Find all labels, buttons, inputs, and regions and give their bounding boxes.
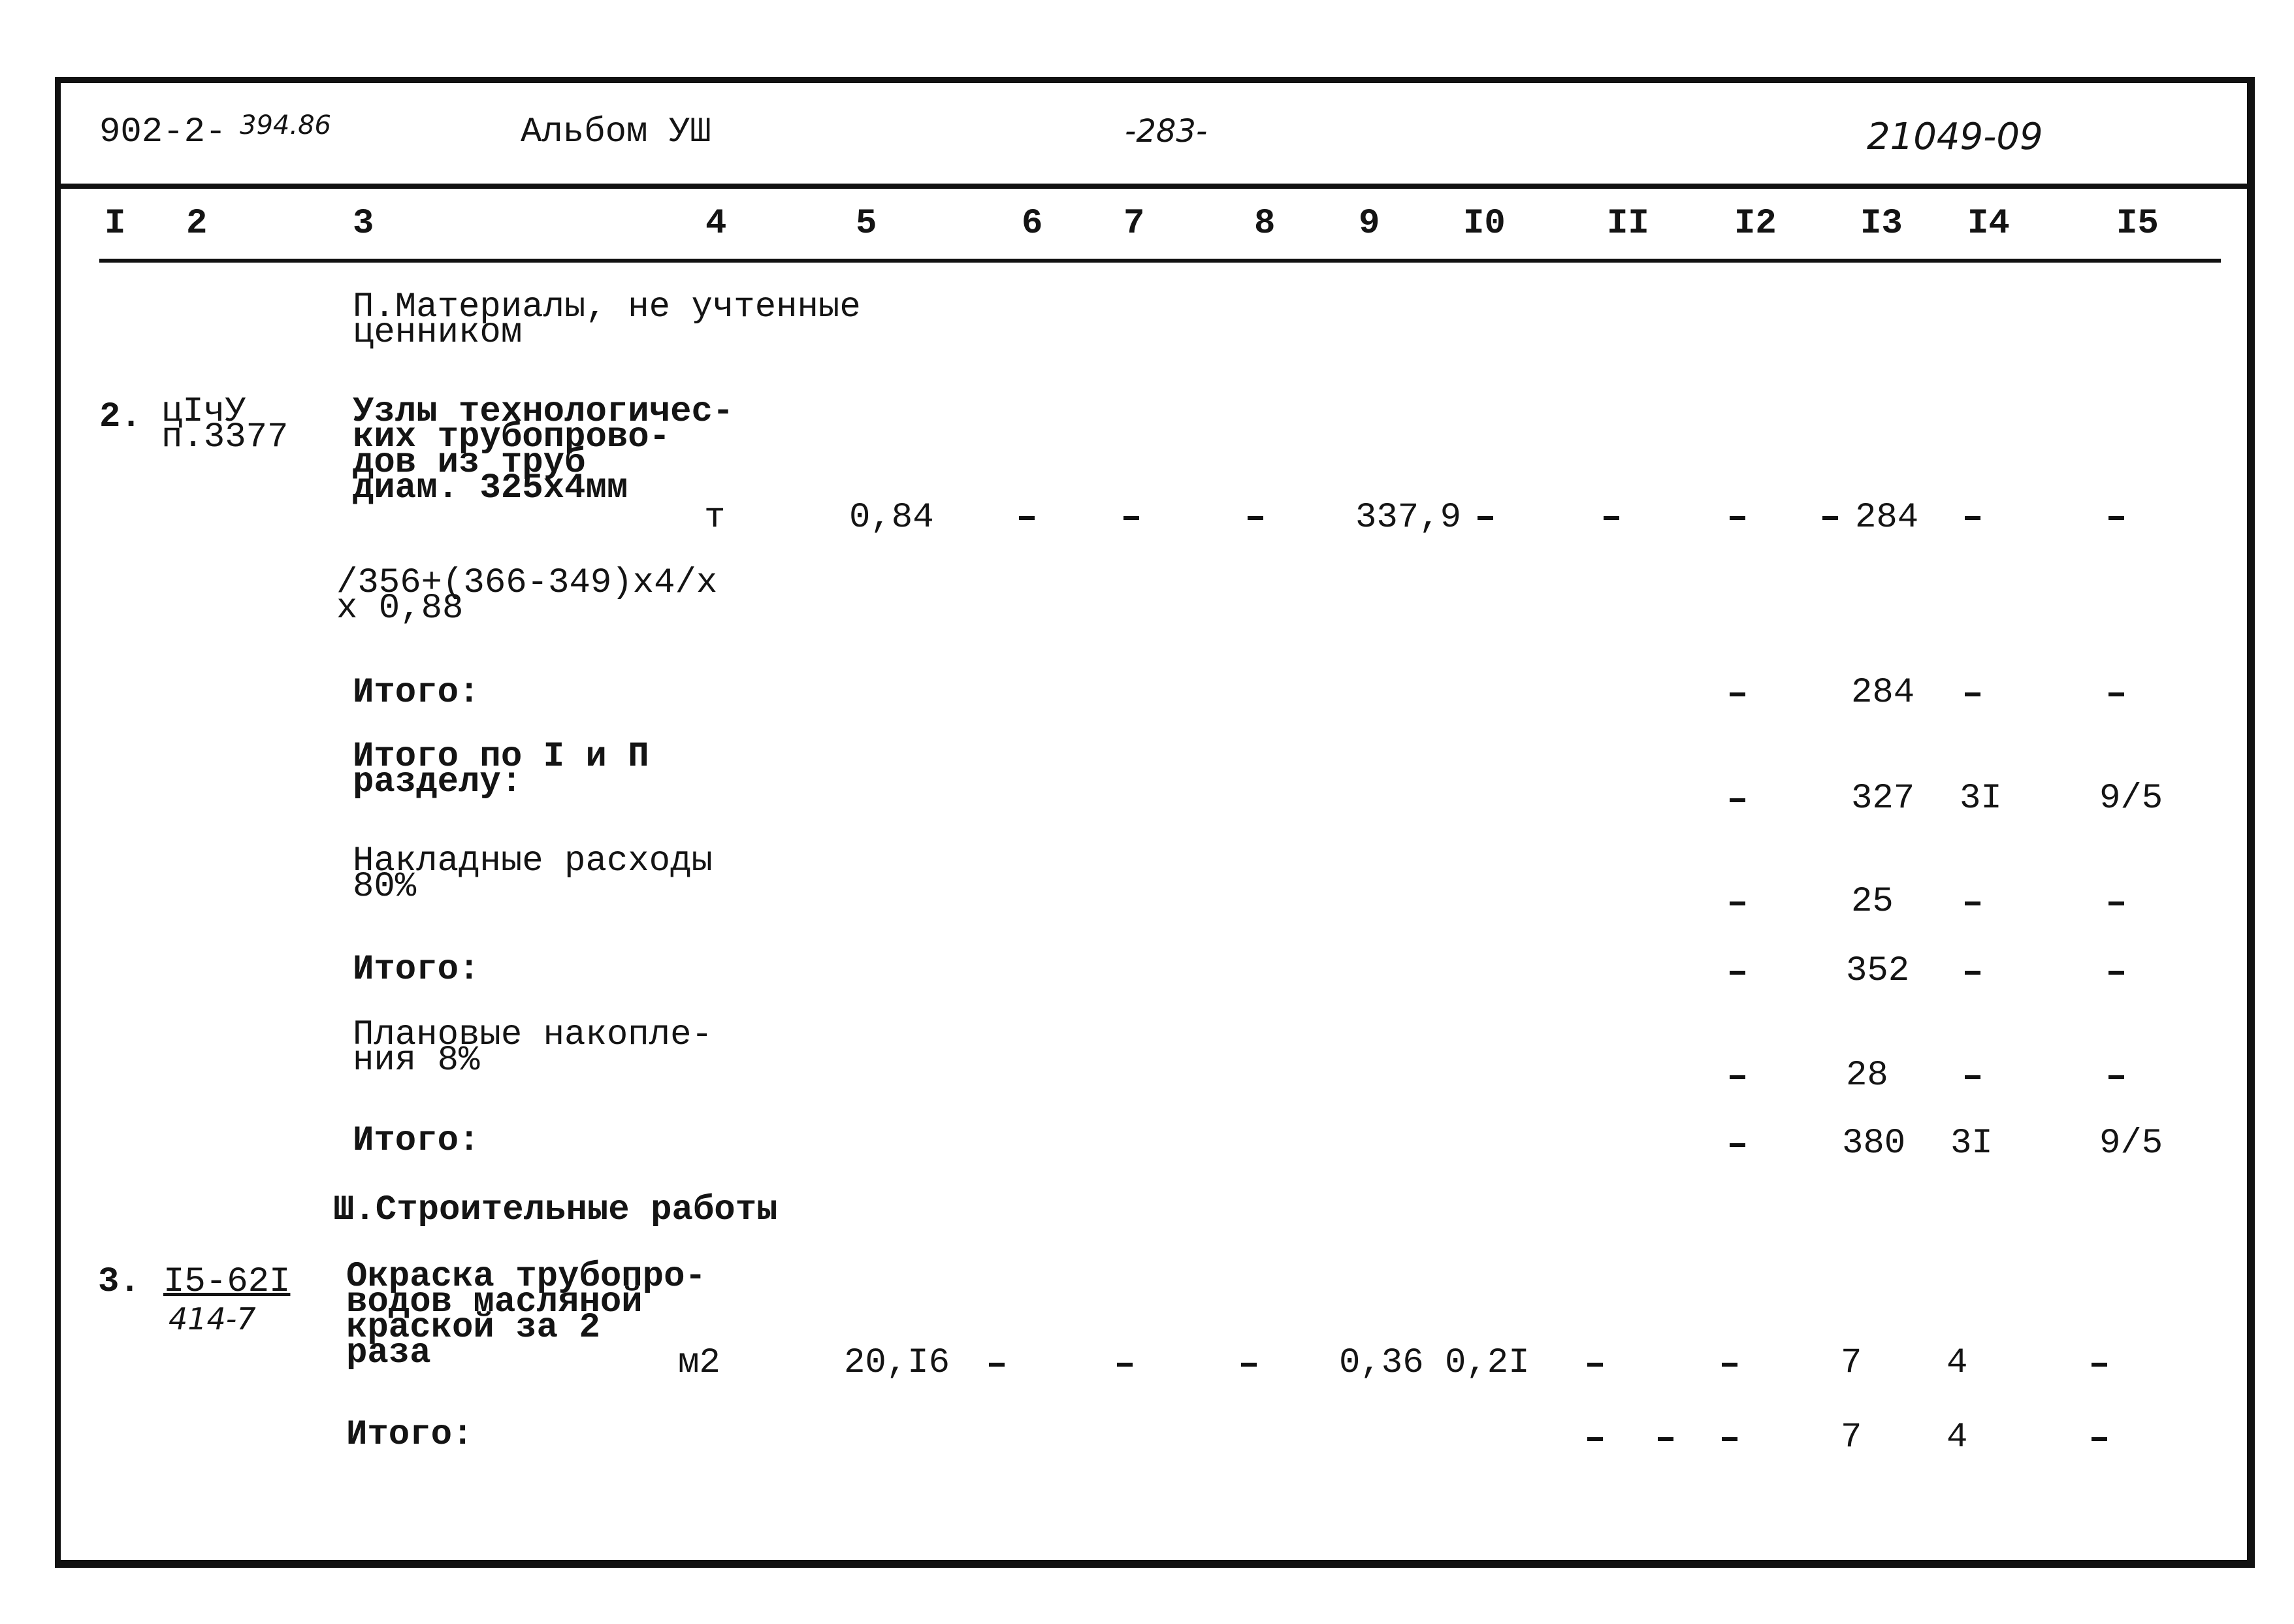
total-3-col13: 380 [1842, 1124, 1906, 1163]
overhead-col14-dash [1965, 901, 1980, 905]
total-sections-label: Итого по I и П разделу: [353, 737, 649, 802]
row3-col8-dash [1241, 1363, 1257, 1367]
overhead-label: Накладные расходы 80% [353, 841, 713, 907]
total-1-label: Итого: [353, 673, 480, 713]
row3-col9: 0,36 [1339, 1343, 1424, 1383]
row2-col14-dash [1965, 516, 1980, 520]
total-2-col15-dash [2108, 971, 2124, 975]
total-1-col14-dash [1965, 692, 1980, 696]
row2-col15-dash [2108, 516, 2124, 520]
planned-col15-dash [2108, 1075, 2124, 1079]
row2-qty: 0,84 [849, 498, 934, 538]
row3-qty: 20,I6 [844, 1343, 950, 1383]
row2-col13: 284 [1855, 498, 1919, 538]
row2-code: цIчУ п.3377 [161, 392, 289, 457]
col-header-9: 9 [1359, 204, 1380, 244]
total-4-col14: 4 [1947, 1418, 1968, 1457]
row3-col7-dash [1117, 1363, 1133, 1367]
row2-col8-dash [1248, 516, 1263, 520]
total-4-col11-dash-b [1658, 1437, 1673, 1441]
row2-col13-dash [1822, 516, 1838, 520]
page-number: -283- [1125, 113, 1208, 150]
total-2-col12-dash [1730, 971, 1745, 975]
row3-name: Окраска трубопро- водов масляной краской за 2 раза [346, 1257, 706, 1373]
total-4-col12-dash [1722, 1437, 1737, 1441]
total-1-col13: 284 [1851, 673, 1915, 713]
total-sections-col12-dash [1730, 798, 1745, 802]
planned-label: Плановые накопле- ния 8% [353, 1015, 713, 1080]
row3-unit: м2 [678, 1343, 720, 1383]
total-3-col14: 3I [1950, 1124, 1993, 1163]
row2-col10-dash [1478, 516, 1493, 520]
album-title: Альбом УШ [521, 112, 711, 152]
col-header-3: 3 [353, 204, 374, 244]
row2-price-formula: /356+(366-349)x4/x x 0,88 [336, 563, 718, 628]
total-3-col12-dash [1730, 1143, 1745, 1147]
section-materials-heading: П.Материалы, не учтенные ценником [353, 287, 861, 353]
doc-code-handwritten: 394.86 [240, 110, 331, 140]
row2-col6-dash [1019, 516, 1035, 520]
column-header-rule [99, 259, 2221, 263]
col-header-15: I5 [2116, 204, 2159, 244]
row3-number: 3. [98, 1262, 140, 1302]
col-header-5: 5 [856, 204, 877, 244]
overhead-col12-dash [1730, 901, 1745, 905]
total-sections-col14: 3I [1960, 779, 2002, 819]
col-header-8: 8 [1254, 204, 1276, 244]
col-header-14: I4 [1967, 204, 2010, 244]
col-header-4: 4 [705, 204, 727, 244]
total-4-col13: 7 [1841, 1418, 1862, 1457]
row3-col10: 0,2I [1445, 1343, 1530, 1383]
row3-col13: 7 [1841, 1343, 1862, 1383]
total-2-label: Итого: [353, 950, 480, 990]
total-4-col15-dash [2092, 1437, 2107, 1441]
row2-col7-dash [1123, 516, 1139, 520]
row2-name: Узлы технологичес- ких трубопрово- дов из труб диам. 325х4мм [353, 392, 734, 508]
row2-col12-dash [1730, 516, 1745, 520]
row3-code-top: I5-62I [163, 1262, 291, 1302]
col-header-11: II [1607, 204, 1649, 244]
row3-col6-dash [989, 1363, 1005, 1367]
total-1-col12-dash [1730, 692, 1745, 696]
row2-col9: 337,9 [1355, 498, 1462, 538]
total-1-col15-dash [2108, 692, 2124, 696]
overhead-col13: 25 [1851, 882, 1894, 922]
archive-number: 21049-09 [1867, 116, 2043, 158]
planned-col13: 28 [1846, 1056, 1888, 1096]
doc-code: 902-2- [99, 112, 227, 152]
col-header-13: I3 [1860, 204, 1903, 244]
row3-col14: 4 [1947, 1343, 1968, 1383]
col-header-6: 6 [1022, 204, 1043, 244]
row2-number: 2. [99, 397, 142, 437]
row2-unit: т [704, 498, 726, 538]
total-sections-col15: 9/5 [2099, 779, 2163, 819]
planned-col12-dash [1730, 1075, 1745, 1079]
overhead-col15-dash [2108, 901, 2124, 905]
section-construction-heading: Ш.Строительные работы [333, 1190, 778, 1230]
total-3-col15: 9/5 [2099, 1124, 2163, 1163]
total-3-label: Итого: [353, 1121, 480, 1161]
header-divider [61, 184, 2247, 189]
col-header-12: I2 [1734, 204, 1777, 244]
total-sections-col13: 327 [1851, 779, 1915, 819]
col-header-10: I0 [1463, 204, 1506, 244]
planned-col14-dash [1965, 1075, 1980, 1079]
col-header-7: 7 [1123, 204, 1145, 244]
row3-col15-dash [2092, 1363, 2107, 1367]
row3-code-bottom: 414-7 [169, 1301, 256, 1337]
total-2-col13: 352 [1846, 951, 1910, 991]
row2-col11-dash [1604, 516, 1619, 520]
col-header-1: I [105, 204, 126, 244]
total-4-label: Итого: [346, 1415, 474, 1455]
total-4-col11-dash-a [1587, 1437, 1603, 1441]
row3-col12-dash [1722, 1363, 1737, 1367]
col-header-2: 2 [186, 204, 208, 244]
row3-col11-dash [1587, 1363, 1603, 1367]
total-2-col14-dash [1965, 971, 1980, 975]
